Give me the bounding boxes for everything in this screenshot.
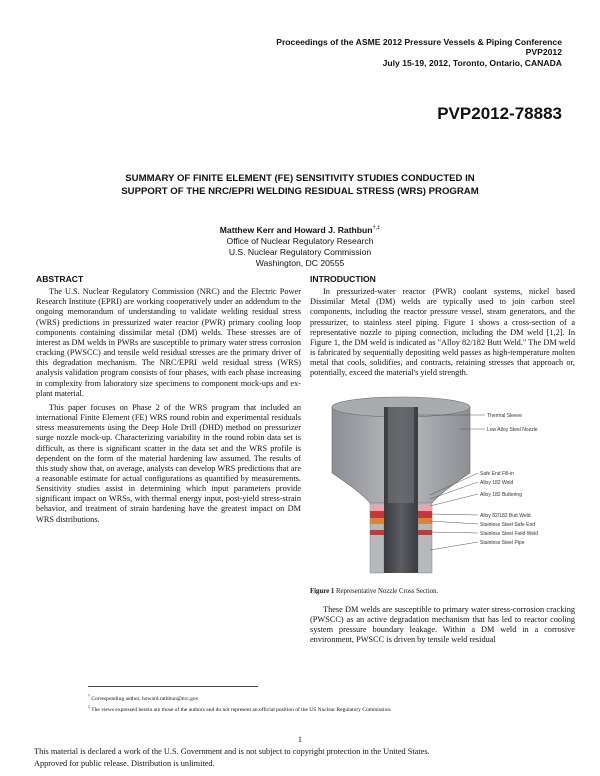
figure-caption-text: Representative Nozzle Cross Section. [335,587,439,595]
footnote-1-mark: † [88,693,90,698]
conference-dates: July 15-19, 2012, Toronto, Ontario, CANADA [382,57,562,68]
footnote-2-text: The views expressed herein are those of the authors and do not represent an official position of the US Nuclear Regulatory Commission. [91,707,392,714]
inner-bore-lower [384,503,418,573]
title-line-1: SUMMARY OF FINITE ELEMENT (FE) SENSITIVITY STUDIES CONDUCTED IN [125,173,475,184]
thermal-sleeve [388,407,414,503]
title-line-2: SUPPORT OF THE NRC/EPRI WELDING RESIDUAL STRESS (WRS) PROGRAM [121,186,479,197]
copyright-notice [34,746,430,769]
footnotes [88,692,568,715]
footnote-2-mark: ‡ [88,704,90,710]
page-number: 1 [297,735,303,744]
label-thermal-sleeve: Thermal Sleeve [487,412,523,419]
abstract-paragraph-2: This paper focuses on Phase 2 of the WRS program that included an international Finite Element (FE) WRS round robin and experimental residuals stress measurements using the Deep Hole Drill (DHD) method on pressurizer surge nozzle mock-up. Characterizing variability in the round robin data set is difficult, as there is significant scatter in the data set and the WRS profile is dependent on the form of the material hardening law assumed. The results of this study show that, on average, analysts can develop WRS predictions that are a reasonable estimate for actual configurations as quantified by measurements. Sensitivity studies assist in determining which input parameters provide significant impact on WRSs, with thermal energy input, post-yield stress-strain behavior, and treatment of strain hardening have the greatest impact on DM WRS distributions. [36,402,301,524]
abstract-heading: ABSTRACT [36,274,84,284]
conference-header [276,37,562,68]
label-alloy182-weld: Alloy 182 Weld [480,479,514,486]
label-nozzle: Low Alloy Steel Nozzle [487,426,538,433]
label-field-weld: Stainless Steel Field Weld [480,530,538,537]
label-pipe: Stainless Steel Pipe [480,539,525,546]
paper-title [60,172,540,198]
introduction-heading: INTRODUCTION [310,274,376,284]
notice-line-1: This material is declared a work of the U.S. Government and is not subject to copyright protection in the United States. [34,747,430,756]
label-butt-weld: Alloy 82/182 Butt Weld [480,512,531,519]
author-address: Washington, DC 20555 [255,257,345,268]
author-names: Matthew Kerr and Howard J. Rathbun [219,224,373,235]
paper-id: PVP2012-78883 [437,104,562,123]
label-safe-end: Stainless Steel Safe End [480,521,536,528]
introduction-paragraph-1: In pressurized-water reactor (PWR) coolant systems, nickel based Dissimilar Metal (DM) welds are typically used to join carbon steel components, including the reactor pressure vessel, steam generators, and the pressurizer, to stainless steel piping. Figure 1 shows a cross-section of a representative nozzle to piping connection, including the DM weld [1,2]. In Figure 1, the DM weld is indicated as "Alloy 82/182 Butt Weld." The DM weld is fabricated by sequentially depositing weld passes as high-temperature molten metal that cools, solidifies, and contracts, retaining stresses that approach or, potentially, exceed the material's yield strength. [310,287,575,378]
abstract-paragraph-1: The U.S. Nuclear Regulatory Commission (NRC) and the Electric Power Research Institute (EPRI) are working cooperatively under an addendum to the ongoing memorandum of understanding to validate welding residual stress (WRS) predictions in pressurized water reactor (PWR) primary cooling loop components containing dissimilar metal (DM) welds. These stresses are of interest as DM welds in PWRs are susceptible to primary water stress corrosion cracking (PWSCC) and tensile weld residual stresses are the primary driver of this degradation mechanism. The NRC/EPRI weld residual stress (WRS) analysis validation program consists of four phases, with each phase increasing in complexity from laboratory size specimens to component mock-ups and ex-plant material. [36,287,301,398]
label-safe-end-fill: Safe End Fill-in [480,470,514,477]
author-affiliation: Office of Nuclear Regulatory Research [226,235,374,246]
footnote-divider [88,686,258,687]
introduction-paragraph-2: These DM welds are susceptible to primary water stress-corrosion cracking (PWSCC) as an active degradation mechanism that has led to reactor cooling system pressure boundary leakage. Within a DM weld in a corrosive environment, PWSCC is driven by tensile weld residual [310,604,575,645]
notice-line-2: Approved for public release. Distribution is unlimited. [34,758,215,768]
author-organization: U.S. Nuclear Regulatory Commission [228,246,372,257]
footnote-1 [88,692,568,703]
nozzle-cross-section-figure [310,385,575,585]
conference-code: PVP2012 [525,47,562,58]
label-buttering: Alloy 182 Buttering [480,491,522,498]
conference-name: Proceedings of the ASME 2012 Pressure Vessels & Piping Conference [276,37,562,47]
figure-caption-label: Figure 1 [310,587,335,595]
author-block [60,223,540,269]
nozzle-cross-section-image [310,385,575,585]
right-column [310,274,575,649]
footnote-2 [88,703,568,714]
figure-caption [310,587,575,597]
footnote-1-text: Corresponding author, howard.rathbun@nrc.gov [91,695,199,702]
left-column [36,274,301,529]
author-footnote-marks: †,‡ [372,225,381,231]
